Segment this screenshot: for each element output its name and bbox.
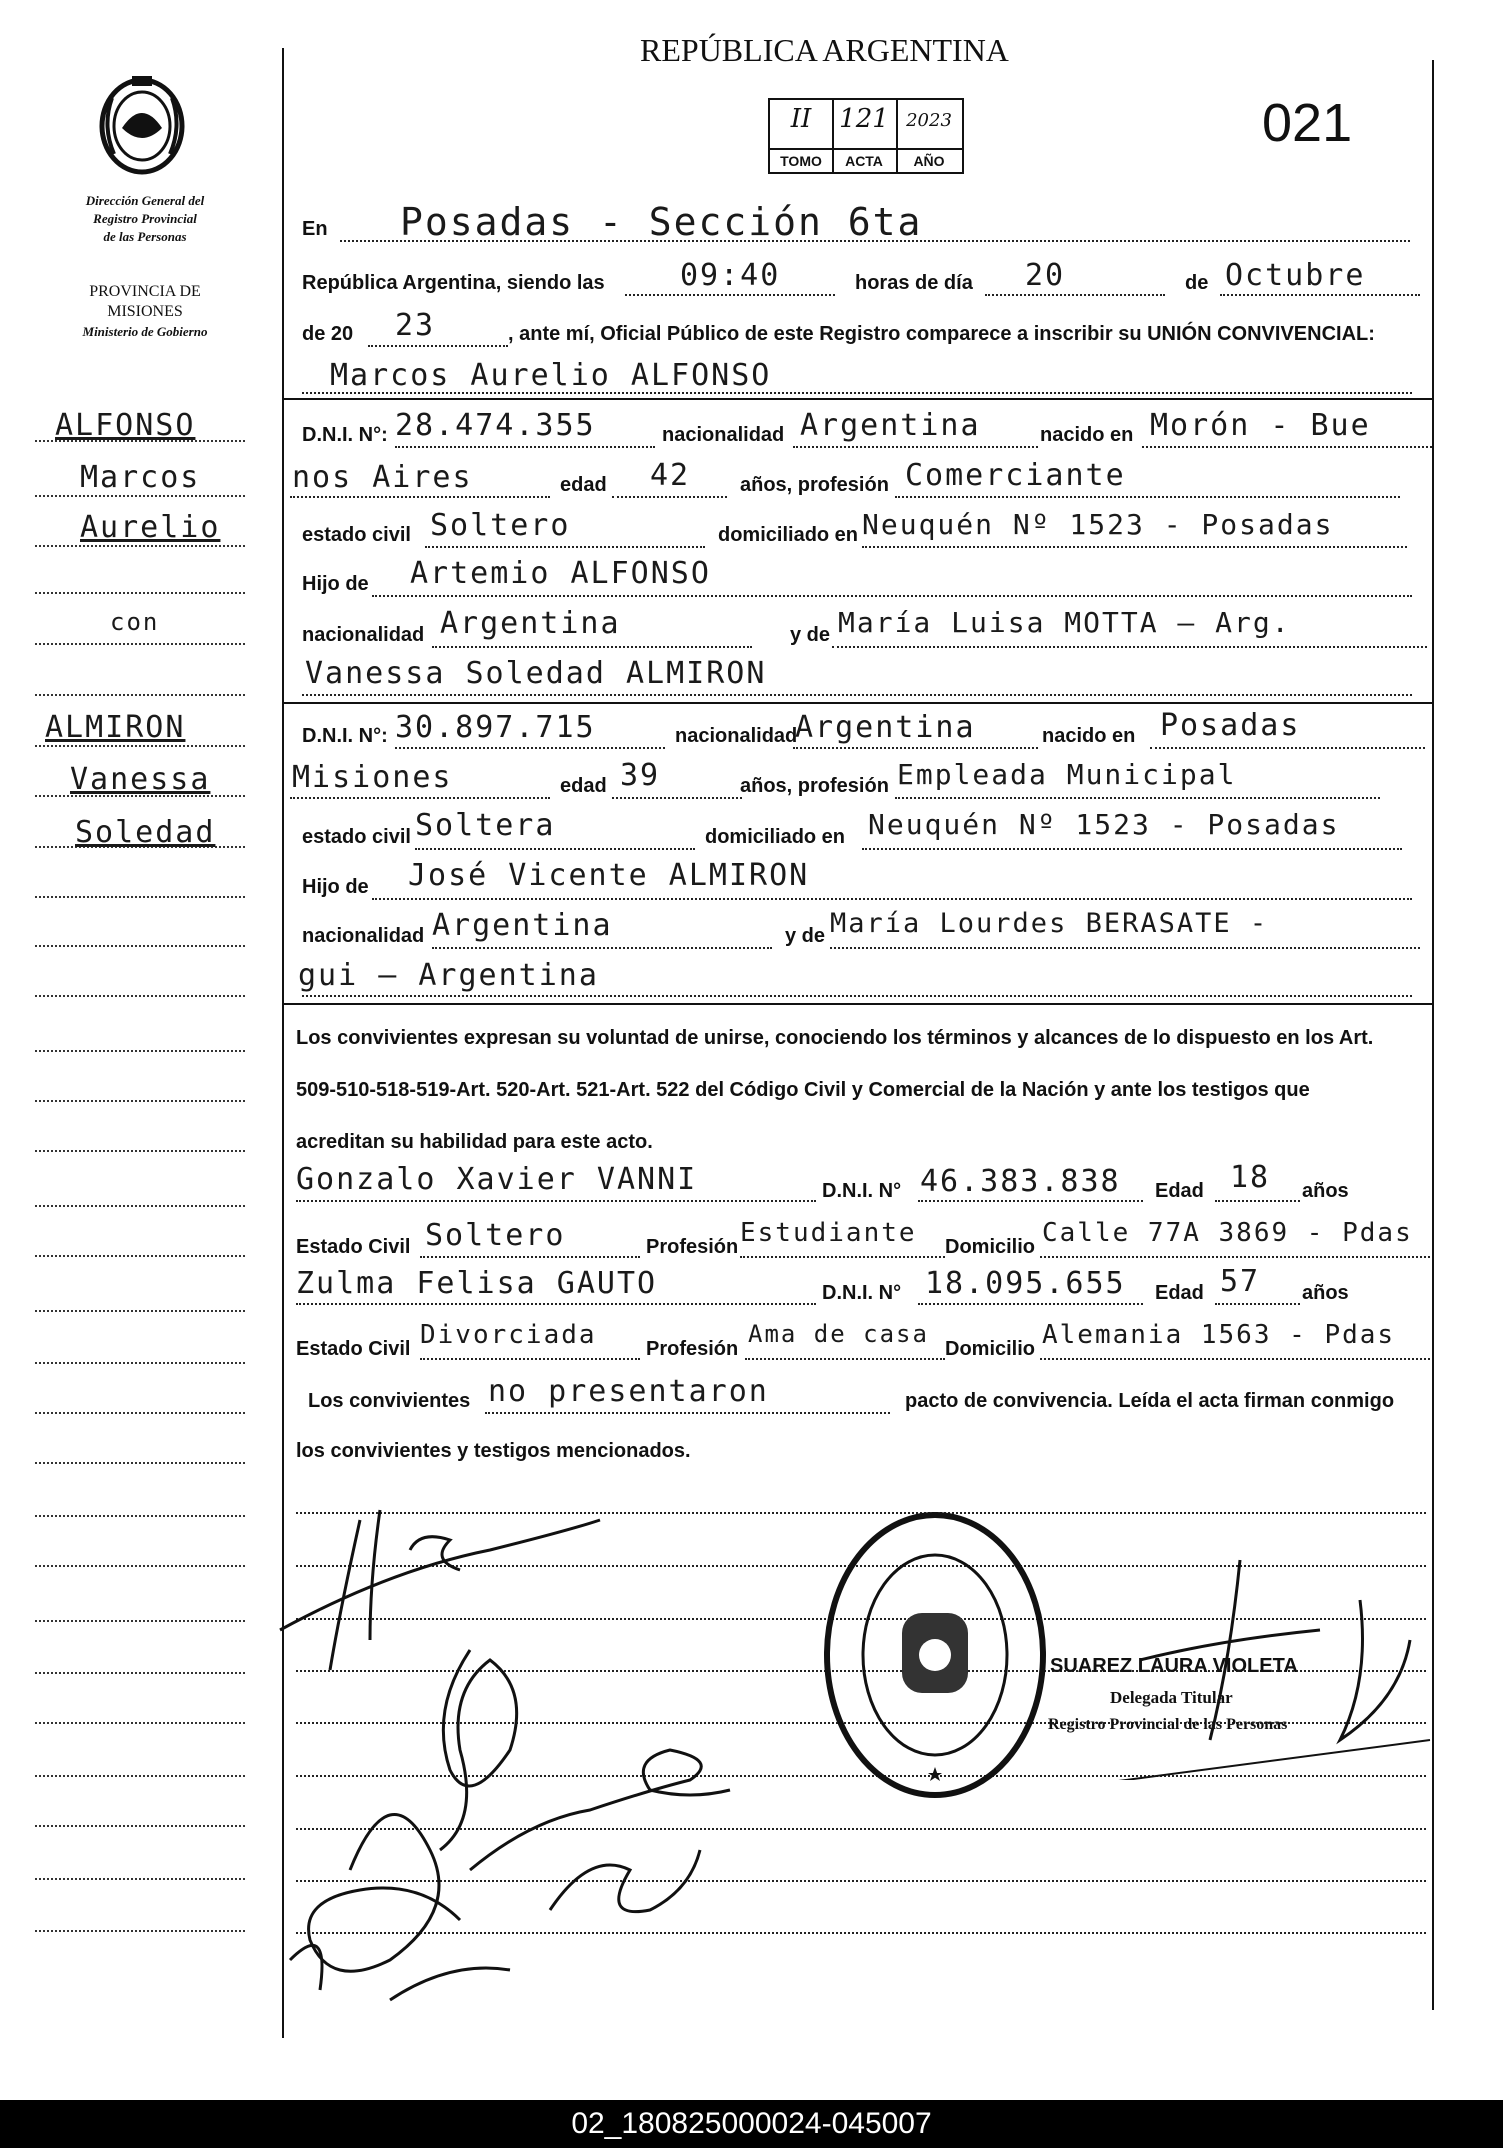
w1-prof-label: Profesión — [646, 1236, 739, 1258]
fill-line — [830, 947, 1420, 949]
fill-line — [895, 496, 1400, 498]
fill-line — [1040, 1256, 1430, 1258]
fill-line — [485, 1412, 890, 1414]
margin-line — [35, 1050, 245, 1052]
p1-dni: 28.474.355 — [395, 408, 596, 443]
separator-2 — [282, 702, 1432, 704]
p1-dom-label: domiciliado en — [718, 524, 859, 546]
margin-line — [35, 545, 245, 547]
p1-padre-nac: Argentina — [440, 606, 621, 641]
fill-line — [612, 496, 727, 498]
margin-line — [35, 1672, 245, 1674]
p1-nac-label: nacionalidad — [662, 424, 785, 446]
closing-prefix: Los convivientes — [308, 1390, 471, 1412]
margin-line — [35, 643, 245, 645]
fill-line — [793, 747, 1038, 749]
w2-name: Zulma Felisa GAUTO — [296, 1266, 658, 1301]
margin-note-7: Soledad — [75, 815, 216, 850]
province-line-1: PROVINCIA DE — [89, 283, 201, 300]
w1-civil-label: Estado Civil — [296, 1236, 411, 1258]
margin-line — [35, 1515, 245, 1517]
w2-civil-label: Estado Civil — [296, 1338, 411, 1360]
p1-edad-label: edad — [560, 474, 607, 496]
margin-line — [35, 1205, 245, 1207]
p1-nacido-2: nos Aires — [292, 460, 473, 495]
tomo-label: TOMO — [770, 148, 832, 172]
fill-line — [625, 294, 835, 296]
p2-estado-civil: Soltera — [415, 808, 556, 843]
year-value: 23 — [395, 308, 436, 343]
w1-anos-label: años — [1302, 1180, 1349, 1202]
w2-dni: 18.095.655 — [925, 1266, 1126, 1301]
acta-label: ACTA — [832, 148, 896, 172]
p2-hijo-label: Hijo de — [302, 876, 369, 898]
page-number: 021 — [1262, 93, 1353, 153]
margin-note-3: Aurelio — [80, 510, 221, 545]
w2-edad-label: Edad — [1155, 1282, 1204, 1304]
officer-org: Registro Provincial de las Personas — [1048, 1716, 1288, 1733]
w1-dni: 46.383.838 — [920, 1164, 1121, 1199]
fill-line — [832, 646, 1427, 648]
p1-edad: 42 — [650, 458, 691, 493]
fill-line — [290, 797, 550, 799]
margin-line — [35, 1775, 245, 1777]
anio-cell — [896, 100, 962, 172]
margin-line — [35, 995, 245, 997]
margin-line — [35, 1878, 245, 1880]
declaration-line-3: acreditan su habilidad para este acto. — [296, 1131, 653, 1153]
person2-name: Vanessa Soledad ALMIRON — [305, 656, 767, 691]
p1-civil-label: estado civil — [302, 524, 411, 546]
en-label: En — [302, 218, 328, 240]
margin-line — [35, 945, 245, 947]
w2-dni-label: D.N.I. N° — [822, 1282, 902, 1304]
p2-civil-label: estado civil — [302, 826, 411, 848]
declaration-line-1: Los convivientes expresan su voluntad de unirse, conociendo los términos y alcances de lo dispuesto en los Art. — [296, 1027, 1374, 1049]
margin-line — [35, 592, 245, 594]
fill-line — [395, 747, 665, 749]
ministry-line: Ministerio de Gobierno — [82, 324, 208, 339]
country-title: REPÚBLICA ARGENTINA — [640, 32, 1009, 68]
p2-yde-label: y de — [785, 925, 826, 947]
fill-line — [918, 1200, 1143, 1202]
fill-line — [862, 546, 1407, 548]
declaration-line-2: 509-510-518-519-Art. 520-Art. 521-Art. 522 del Código Civil y Comercial de la Nación y ante los testigos que — [296, 1079, 1310, 1101]
p2-dom-label: domiciliado en — [705, 826, 846, 848]
officer-title: Delegada Titular — [1110, 1688, 1233, 1707]
w1-edad-label: Edad — [1155, 1180, 1204, 1202]
p2-domicilio: Neuquén Nº 1523 - Posadas — [868, 808, 1340, 841]
margin-line — [35, 694, 245, 696]
fill-line — [1215, 1303, 1300, 1305]
w1-edad: 18 — [1230, 1160, 1271, 1195]
p1-nac2-label: nacionalidad — [302, 624, 425, 646]
w1-domicilio: Calle 77A 3869 - Pdas — [1042, 1218, 1413, 1248]
p2-nacido-2: Misiones — [292, 760, 453, 795]
fill-line — [372, 595, 1412, 597]
separator-3 — [282, 1003, 1432, 1005]
p1-dni-label: D.N.I. N°: — [302, 424, 388, 446]
fill-line — [420, 1256, 640, 1258]
fill-line — [372, 898, 1412, 900]
margin-note-2: Marcos — [80, 460, 201, 495]
provincial-seal-icon — [92, 68, 192, 180]
fill-line — [432, 646, 752, 648]
official-stamp-icon — [820, 1505, 1050, 1805]
p1-madre: María Luisa MOTTA — Arg. — [838, 606, 1291, 639]
officer-name: SUAREZ LAURA VIOLETA — [1050, 1655, 1298, 1677]
p2-nacionalidad: Argentina — [795, 710, 976, 745]
closing-line-2: los convivientes y testigos mencionados. — [296, 1440, 691, 1462]
p2-nacido-1: Posadas — [1160, 708, 1301, 743]
p2-padre-nac: Argentina — [432, 908, 613, 943]
tomo-cell — [770, 100, 834, 172]
margin-line — [35, 1100, 245, 1102]
de-label: de — [1185, 272, 1209, 294]
separator-1 — [282, 398, 1432, 400]
w2-profesion: Ama de casa — [748, 1320, 929, 1348]
fill-line — [745, 1358, 945, 1360]
anio-label: AÑO — [896, 148, 962, 172]
fill-line — [296, 1200, 816, 1202]
p1-prof-label: años, profesión — [740, 474, 889, 496]
margin-line — [35, 1150, 245, 1152]
margin-note-6: Vanessa — [70, 762, 211, 797]
w2-anos-label: años — [1302, 1282, 1349, 1304]
fill-line — [1040, 1358, 1430, 1360]
acta-value: 121 — [839, 104, 889, 134]
fill-line — [290, 496, 550, 498]
closing-suffix: pacto de convivencia. Leída el acta firman conmigo — [905, 1390, 1395, 1412]
margin-line — [35, 1825, 245, 1827]
p1-nacionalidad: Argentina — [800, 408, 981, 443]
fill-line — [432, 947, 772, 949]
p1-yde-label: y de — [790, 624, 831, 646]
w1-profesion: Estudiante — [740, 1218, 917, 1248]
directorate-line-1: Dirección General del — [85, 193, 205, 208]
margin-line — [35, 1412, 245, 1414]
w1-dni-label: D.N.I. N° — [822, 1180, 902, 1202]
province-line-2: MISIONES — [107, 303, 183, 320]
signatures-scribble — [270, 1490, 830, 2010]
w2-edad: 57 — [1220, 1264, 1261, 1299]
p1-padre: Artemio ALFONSO — [410, 556, 711, 591]
p2-madre-2: gui — Argentina — [298, 958, 599, 993]
directorate-block — [40, 192, 250, 246]
closing-pacto: no presentaron — [488, 1374, 769, 1409]
fill-line — [1215, 1200, 1300, 1202]
margin-line — [35, 1362, 245, 1364]
p2-madre-1: María Lourdes BERASATE - — [830, 908, 1269, 939]
w1-dom-label: Domicilio — [945, 1236, 1036, 1258]
acta-box — [768, 98, 964, 174]
p1-estado-civil: Soltero — [430, 508, 571, 543]
p2-edad: 39 — [620, 758, 661, 793]
de20-label: de 20 — [302, 323, 354, 345]
tomo-value: II — [790, 104, 812, 134]
p1-profesion: Comerciante — [905, 458, 1126, 493]
margin-line — [35, 1620, 245, 1622]
w1-estado-civil: Soltero — [425, 1218, 566, 1253]
anio-value: 2023 — [906, 110, 952, 131]
directorate-line-2: Registro Provincial — [93, 211, 197, 226]
fill-line — [415, 848, 695, 850]
fill-line — [862, 848, 1402, 850]
person1-name: Marcos Aurelio ALFONSO — [330, 358, 772, 393]
p2-profesion: Empleada Municipal — [897, 758, 1237, 791]
margin-note-1: ALFONSO — [55, 408, 196, 443]
footer-file-id: 02_180825000024-045007 — [0, 2100, 1503, 2148]
fill-line — [1220, 294, 1420, 296]
p2-prof-label: años, profesión — [740, 775, 889, 797]
fill-line — [895, 797, 1380, 799]
p2-edad-label: edad — [560, 775, 607, 797]
p1-nacido-1: Morón - Bue — [1150, 408, 1371, 443]
w2-dom-label: Domicilio — [945, 1338, 1036, 1360]
place-value: Posadas - Sección 6ta — [400, 200, 923, 244]
fill-line — [395, 446, 655, 448]
fill-line — [296, 1303, 816, 1305]
horas-label: horas de día — [855, 272, 973, 294]
w2-prof-label: Profesión — [646, 1338, 739, 1360]
margin-line — [35, 896, 245, 898]
fill-line — [793, 446, 1038, 448]
p2-dni-label: D.N.I. N°: — [302, 725, 388, 747]
margin-line — [35, 745, 245, 747]
declaration — [296, 1012, 1431, 1168]
margin-line — [35, 1462, 245, 1464]
p2-dni: 30.897.715 — [395, 710, 596, 745]
margin-note-5: ALMIRON — [45, 710, 186, 745]
fill-line — [302, 694, 1412, 696]
province-block — [40, 282, 250, 342]
margin-line — [35, 1310, 245, 1312]
acta-cell — [832, 100, 898, 172]
fill-line — [425, 546, 705, 548]
fill-line — [918, 1303, 1143, 1305]
p2-padre: José Vicente ALMIRON — [408, 858, 810, 893]
directorate-line-3: de las Personas — [103, 229, 187, 244]
officer-signature — [1040, 1540, 1440, 1780]
fill-line — [368, 345, 508, 347]
day-value: 20 — [1025, 258, 1066, 293]
margin-line — [35, 1722, 245, 1724]
p2-nac-label: nacionalidad — [675, 725, 798, 747]
hour-value: 09:40 — [680, 258, 781, 293]
ante-text: , ante mí, Oficial Público de este Registro comparece a inscribir su UNIÓN CONVIVENCIAL: — [508, 323, 1375, 345]
margin-line — [35, 1565, 245, 1567]
p1-nacido-label: nacido en — [1040, 424, 1134, 446]
fill-line — [740, 1256, 945, 1258]
w1-name: Gonzalo Xavier VANNI — [296, 1162, 698, 1197]
fill-line — [985, 294, 1165, 296]
margin-line — [35, 495, 245, 497]
republica-label: República Argentina, siendo las — [302, 272, 605, 294]
month-value: Octubre — [1225, 258, 1366, 293]
fill-line — [612, 797, 742, 799]
fill-line — [1142, 446, 1432, 448]
fill-line — [420, 1358, 640, 1360]
p1-hijo-label: Hijo de — [302, 573, 369, 595]
p2-nac2-label: nacionalidad — [302, 925, 425, 947]
p2-nacido-label: nacido en — [1042, 725, 1136, 747]
margin-note-4: con — [110, 608, 160, 636]
w2-estado-civil: Divorciada — [420, 1320, 597, 1350]
margin-line — [35, 1930, 245, 1932]
fill-line — [1150, 747, 1425, 749]
w2-domicilio: Alemania 1563 - Pdas — [1042, 1320, 1396, 1350]
fill-line — [302, 995, 1412, 997]
p1-domicilio: Neuquén Nº 1523 - Posadas — [862, 508, 1334, 541]
margin-line — [35, 1255, 245, 1257]
